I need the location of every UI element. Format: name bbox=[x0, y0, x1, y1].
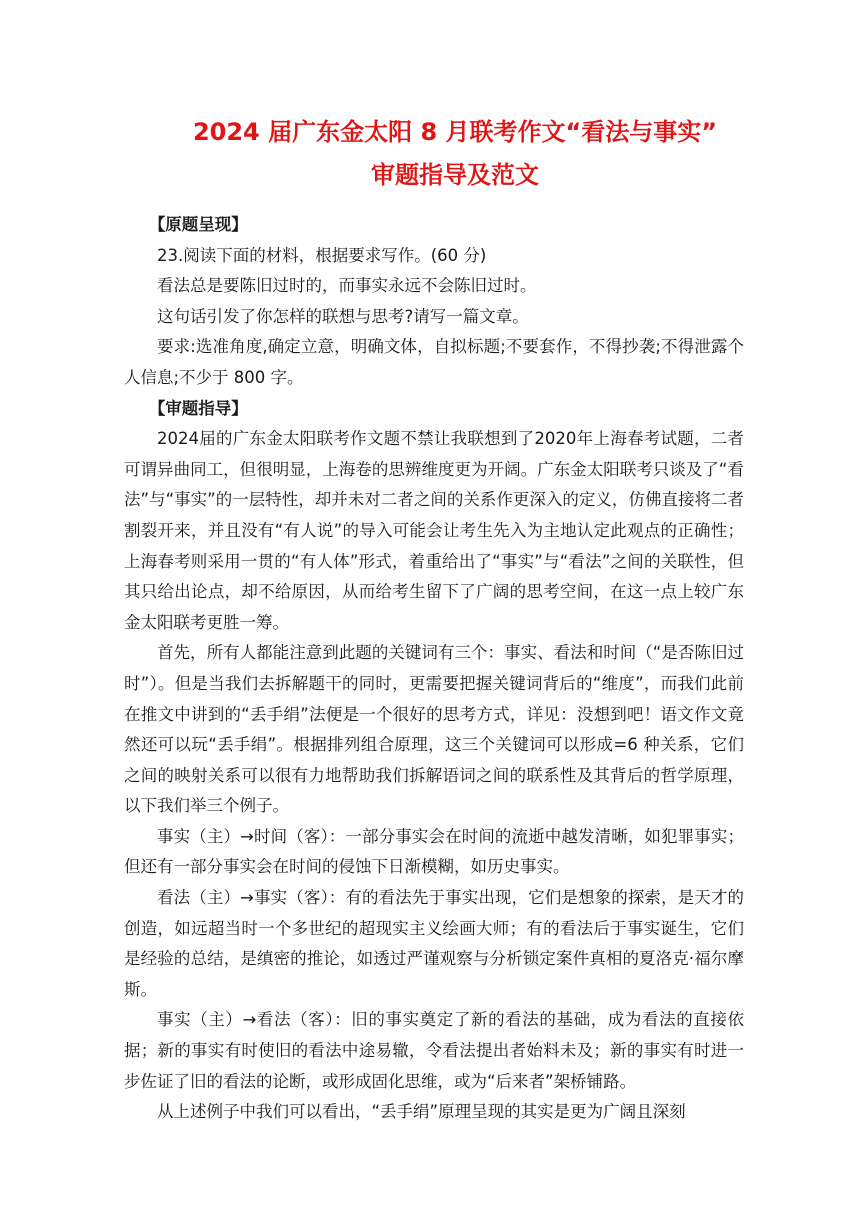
document-title-line-2: 审题指导及范文 bbox=[371, 161, 539, 189]
document-body bbox=[124, 210, 744, 1128]
guide-paragraph: 首先，所有人都能注意到此题的关键词有三个：事实、看法和时间（“是否陈旧过时”）。但是当我们去拆解题干的同时，更需要把握关键词背后的“维度”，而我们此前在推文中讲到的“丢手绢”法便是一个很好的思考方式，详见：没想到吧！语文作文竟然还可以玩“丢手绢”。根据排列组合原理，这三个关键词可以形成=6 种关系，它们之间的映射关系可以很有力地帮助我们拆解语词之间的联系性及其背后的哲学原理，以下我们举三个例子。 bbox=[124, 643, 744, 816]
prompt-paragraph: 这句话引发了你怎样的联想与思考?请写一篇文章。 bbox=[157, 306, 529, 326]
prompt-paragraph: 看法总是要陈旧过时的，而事实永远不会陈旧过时。 bbox=[157, 276, 537, 296]
guide-paragraph: 从上述例子中我们可以看出，“丢手绢”原理呈现的其实是更为广阔且深刻 bbox=[157, 1102, 686, 1122]
guide-paragraph: 事实（主）→时间（客）：一部分事实会在时间的流逝中越发清晰，如犯罪事实；但还有一部分事实会在时间的侵蚀下日渐模糊，如历史事实。 bbox=[124, 826, 744, 877]
section-heading-guide: 【审题指导】 bbox=[148, 398, 248, 418]
document-title-line-1: 2024 届广东金太阳 8 月联考作文“看法与事实” bbox=[192, 118, 718, 146]
section-heading-prompt: 【原题呈现】 bbox=[148, 215, 248, 234]
prompt-paragraph: 要求:选准角度,确定立意，明确文体，自拟标题;不要套作，不得抄袭;不得泄露个人信息;不少于 800 字。 bbox=[124, 337, 744, 387]
guide-paragraph: 2024届的广东金太阳联考作文题不禁让我联想到了2020年上海春考试题，二者可谓异曲同工，但很明显，上海卷的思辨维度更为开阔。广东金太阳联考只谈及了“看法”与“事实”的一层特性，却并未对二者之间的关系作更深入的定义，仿佛直接将二者割裂开来，并且没有“有人说”的导入可能会让考生先入为主地认定此观点的正确性；上海春考则采用一贯的“有人体”形式，着重给出了“事实”与“看法”之间的关联性，但其只给出论点，却不给原因，从而给考生留下了广阔的思考空间，在这一点上较广东金太阳联考更胜一筹。 bbox=[124, 429, 744, 632]
guide-paragraph: 事实（主）→看法（客）：旧的事实奠定了新的看法的基础，成为看法的直接依据；新的事实有时使旧的看法中途易辙，令看法提出者始料未及；新的事实有时进一步佐证了旧的看法的论断，或形成固化思维，或为“后来者”架桥铺路。 bbox=[124, 1010, 744, 1091]
guide-paragraph: 看法（主）→事实（客）：有的看法先于事实出现，它们是想象的探索，是天才的创造，如远超当时一个多世纪的超现实主义绘画大师；有的看法后于事实诞生，它们是经验的总结，是缜密的推论，如透过严谨观察与分析锁定案件真相的夏洛克·福尔摩斯。 bbox=[124, 888, 744, 999]
prompt-paragraph: 23.阅读下面的材料，根据要求写作。(60 分) bbox=[157, 245, 487, 265]
